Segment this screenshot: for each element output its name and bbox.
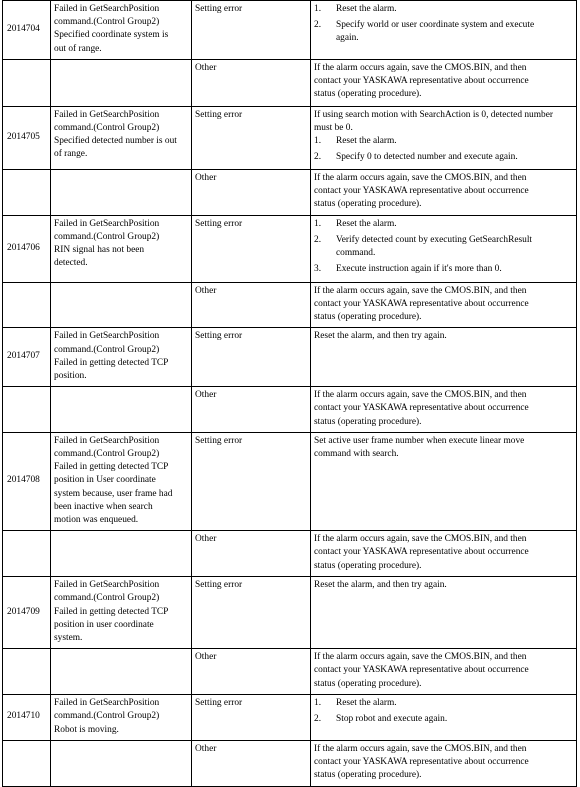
- step-number: 2.: [314, 235, 322, 246]
- cause-line: command.(Control Group2): [54, 232, 160, 243]
- alarm-cause-cell: [51, 1, 192, 60]
- empty-cause-cell: [51, 169, 192, 215]
- cause-type-cell: Other: [192, 740, 311, 786]
- remedy-step: [314, 697, 574, 710]
- cause-line: command.(Control Group2): [54, 711, 160, 722]
- empty-code-cell: [3, 59, 51, 106]
- step-text-line: Specify world or user coordinate system and execute: [336, 20, 535, 31]
- step-number: 2.: [314, 152, 322, 163]
- alarm-cause-cell: [51, 577, 192, 649]
- cause-line: Failed in GetSearchPosition: [54, 109, 160, 120]
- step-text: [336, 151, 574, 164]
- remedy-line: contact your YASKAWA representative about occurrence: [314, 76, 529, 87]
- step-number: 1.: [314, 698, 322, 709]
- remedy-cell: [311, 387, 577, 433]
- table-row: [3, 531, 577, 577]
- step-number: 2.: [314, 20, 322, 31]
- remedy-line: Reset the alarm, and then try again.: [314, 331, 447, 342]
- cause-type-cell: Other: [192, 649, 311, 695]
- remedy-step: [314, 151, 574, 164]
- empty-code-cell: [3, 169, 51, 215]
- cause-line: position.: [54, 371, 87, 382]
- alarm-code-cell: 2014708: [3, 432, 51, 530]
- remedy-cell: [311, 531, 577, 577]
- step-text-line: Verify detected count by executing GetSearchResult: [336, 235, 533, 246]
- remedy-line: Set active user frame number when execute linear move: [314, 435, 525, 446]
- step-number: 1.: [314, 218, 322, 229]
- remedy-line: status (operating procedure).: [314, 678, 422, 689]
- alarm-table-body: [3, 1, 577, 787]
- remedy-line: contact your YASKAWA representative about occurrence: [314, 665, 529, 676]
- cause-line: Failed in GetSearchPosition: [54, 331, 160, 342]
- remedy-cell: [311, 649, 577, 695]
- cause-line: Failed in getting detected TCP: [54, 462, 169, 473]
- cause-line: position in user coordinate: [54, 619, 154, 630]
- cause-line: Robot is moving.: [54, 724, 119, 735]
- cause-type-cell: Setting error: [192, 215, 311, 282]
- cause-type-cell: Setting error: [192, 577, 311, 649]
- alarm-code-cell: 2014707: [3, 328, 51, 387]
- remedy-line: status (operating procedure).: [314, 416, 422, 427]
- empty-code-cell: [3, 740, 51, 786]
- table-row: [3, 387, 577, 433]
- remedy-cell: [311, 432, 577, 530]
- step-text: [336, 19, 574, 45]
- remedy-step: [314, 263, 574, 276]
- alarm-code-cell: 2014706: [3, 215, 51, 282]
- remedy-step: [314, 19, 574, 45]
- cause-line: position in User coordinate: [54, 475, 156, 486]
- cause-type-cell: Other: [192, 282, 311, 328]
- remedy-cell: [311, 169, 577, 215]
- remedy-step: [314, 234, 574, 260]
- cause-line: Failed in GetSearchPosition: [54, 580, 160, 591]
- remedy-cell: [311, 106, 577, 169]
- empty-code-cell: [3, 387, 51, 433]
- cause-line: Specified coordinate system is: [54, 30, 169, 41]
- remedy-cell: [311, 328, 577, 387]
- alarm-code-cell: 2014709: [3, 577, 51, 649]
- alarm-table: [2, 0, 577, 787]
- cause-type-cell: Setting error: [192, 432, 311, 530]
- cause-line: of range.: [54, 149, 88, 160]
- empty-cause-cell: [51, 387, 192, 433]
- alarm-cause-cell: [51, 106, 192, 169]
- step-number: 1.: [314, 4, 322, 14]
- remedy-line: contact your YASKAWA representative about occurrence: [314, 547, 529, 558]
- cause-line: Failed in GetSearchPosition: [54, 435, 160, 446]
- remedy-line: If the alarm occurs again, save the CMOS.BIN, and then: [314, 390, 527, 401]
- cause-line: motion was enqueued.: [54, 515, 139, 526]
- remedy-cell: [311, 215, 577, 282]
- remedy-line: command with search.: [314, 449, 399, 460]
- step-number: 3.: [314, 264, 322, 275]
- empty-cause-cell: [51, 531, 192, 577]
- cause-line: Failed in getting detected TCP: [54, 606, 169, 617]
- remedy-line: If using search motion with SearchAction is 0, detected number: [314, 109, 553, 120]
- step-number: 2.: [314, 714, 322, 725]
- alarm-code-cell: 2014704: [3, 1, 51, 60]
- table-row: [3, 59, 577, 106]
- remedy-cell: [311, 695, 577, 741]
- remedy-cell: [311, 577, 577, 649]
- cause-line: Failed in getting detected TCP: [54, 357, 169, 368]
- remedy-line: If the alarm occurs again, save the CMOS.BIN, and then: [314, 285, 527, 296]
- remedy-step: [314, 218, 574, 231]
- cause-line: system.: [54, 633, 83, 644]
- step-text-line: command.: [336, 248, 376, 259]
- remedy-line: contact your YASKAWA representative about occurrence: [314, 757, 529, 768]
- empty-code-cell: [3, 649, 51, 695]
- empty-cause-cell: [51, 649, 192, 695]
- table-row: [3, 106, 577, 169]
- remedy-line: contact your YASKAWA representative about occurrence: [314, 186, 529, 197]
- remedy-line: If the alarm occurs again, save the CMOS.BIN, and then: [314, 534, 527, 545]
- remedy-step: [314, 713, 574, 726]
- remedy-line: status (operating procedure).: [314, 199, 422, 210]
- alarm-code-cell: 2014710: [3, 695, 51, 741]
- remedy-line: status (operating procedure).: [314, 560, 422, 571]
- alarm-cause-cell: [51, 695, 192, 741]
- remedy-cell: [311, 282, 577, 328]
- step-text: [336, 263, 574, 276]
- step-text-line: Execute instruction again if it's more than 0.: [336, 264, 502, 275]
- cause-line: RIN signal has not been: [54, 245, 145, 256]
- remedy-line: status (operating procedure).: [314, 312, 422, 323]
- cause-line: Failed in GetSearchPosition: [54, 4, 160, 14]
- cause-line: command.(Control Group2): [54, 17, 160, 28]
- remedy-line: status (operating procedure).: [314, 89, 422, 100]
- remedy-cell: [311, 740, 577, 786]
- cause-type-cell: Setting error: [192, 106, 311, 169]
- table-row: [3, 649, 577, 695]
- cause-line: command.(Control Group2): [54, 123, 160, 134]
- cause-type-cell: Setting error: [192, 1, 311, 60]
- remedy-line: contact your YASKAWA representative about occurrence: [314, 403, 529, 414]
- cause-line: system because, user frame had: [54, 488, 173, 499]
- cause-type-cell: Setting error: [192, 695, 311, 741]
- cause-line: command.(Control Group2): [54, 344, 160, 355]
- alarm-cause-cell: [51, 328, 192, 387]
- remedy-line: contact your YASKAWA representative about occurrence: [314, 299, 529, 310]
- table-row: [3, 215, 577, 282]
- step-text: [336, 713, 574, 726]
- cause-line: Failed in GetSearchPosition: [54, 698, 160, 709]
- cause-line: Failed in GetSearchPosition: [54, 218, 160, 229]
- cause-line: command.(Control Group2): [54, 449, 160, 460]
- remedy-line: Reset the alarm, and then try again.: [314, 580, 447, 591]
- empty-cause-cell: [51, 282, 192, 328]
- step-text: [336, 135, 574, 148]
- empty-cause-cell: [51, 740, 192, 786]
- step-text: [336, 697, 574, 710]
- table-row: [3, 1, 577, 60]
- step-text-line: Reset the alarm.: [336, 218, 397, 229]
- step-number: 1.: [314, 136, 322, 147]
- cause-line: Specified detected number is out: [54, 136, 177, 147]
- table-row: [3, 695, 577, 741]
- empty-code-cell: [3, 531, 51, 577]
- cause-type-cell: Other: [192, 387, 311, 433]
- cause-type-cell: Other: [192, 169, 311, 215]
- table-row: [3, 169, 577, 215]
- step-text-line: Reset the alarm.: [336, 4, 397, 14]
- alarm-cause-cell: [51, 215, 192, 282]
- remedy-line: If the alarm occurs again, save the CMOS.BIN, and then: [314, 62, 527, 73]
- step-text-line: Reset the alarm.: [336, 136, 397, 147]
- table-row: [3, 432, 577, 530]
- remedy-line: must be 0.: [314, 123, 353, 134]
- remedy-line: If the alarm occurs again, save the CMOS.BIN, and then: [314, 743, 527, 754]
- table-row: [3, 577, 577, 649]
- cause-type-cell: Setting error: [192, 328, 311, 387]
- table-row: [3, 740, 577, 786]
- cause-line: command.(Control Group2): [54, 593, 160, 604]
- step-text: [336, 3, 574, 16]
- remedy-line: status (operating procedure).: [314, 770, 422, 781]
- cause-line: detected.: [54, 258, 88, 269]
- step-text-line: Specify 0 to detected number and execute again.: [336, 152, 518, 163]
- step-text-line: again.: [336, 33, 359, 44]
- step-text-line: Stop robot and execute again.: [336, 714, 448, 725]
- step-text: [336, 234, 574, 260]
- step-text-line: Reset the alarm.: [336, 698, 397, 709]
- alarm-cause-cell: [51, 432, 192, 530]
- remedy-line: If the alarm occurs again, save the CMOS.BIN, and then: [314, 172, 527, 183]
- remedy-cell: [311, 1, 577, 60]
- cause-line: out of range.: [54, 43, 102, 54]
- cause-type-cell: Other: [192, 59, 311, 106]
- remedy-step: [314, 135, 574, 148]
- remedy-cell: [311, 59, 577, 106]
- alarm-code-cell: 2014705: [3, 106, 51, 169]
- table-row: [3, 328, 577, 387]
- step-text: [336, 218, 574, 231]
- remedy-step: [314, 3, 574, 16]
- cause-type-cell: Other: [192, 531, 311, 577]
- empty-cause-cell: [51, 59, 192, 106]
- cause-line: been inactive when search: [54, 501, 153, 512]
- empty-code-cell: [3, 282, 51, 328]
- table-row: [3, 282, 577, 328]
- remedy-line: If the alarm occurs again, save the CMOS.BIN, and then: [314, 652, 527, 663]
